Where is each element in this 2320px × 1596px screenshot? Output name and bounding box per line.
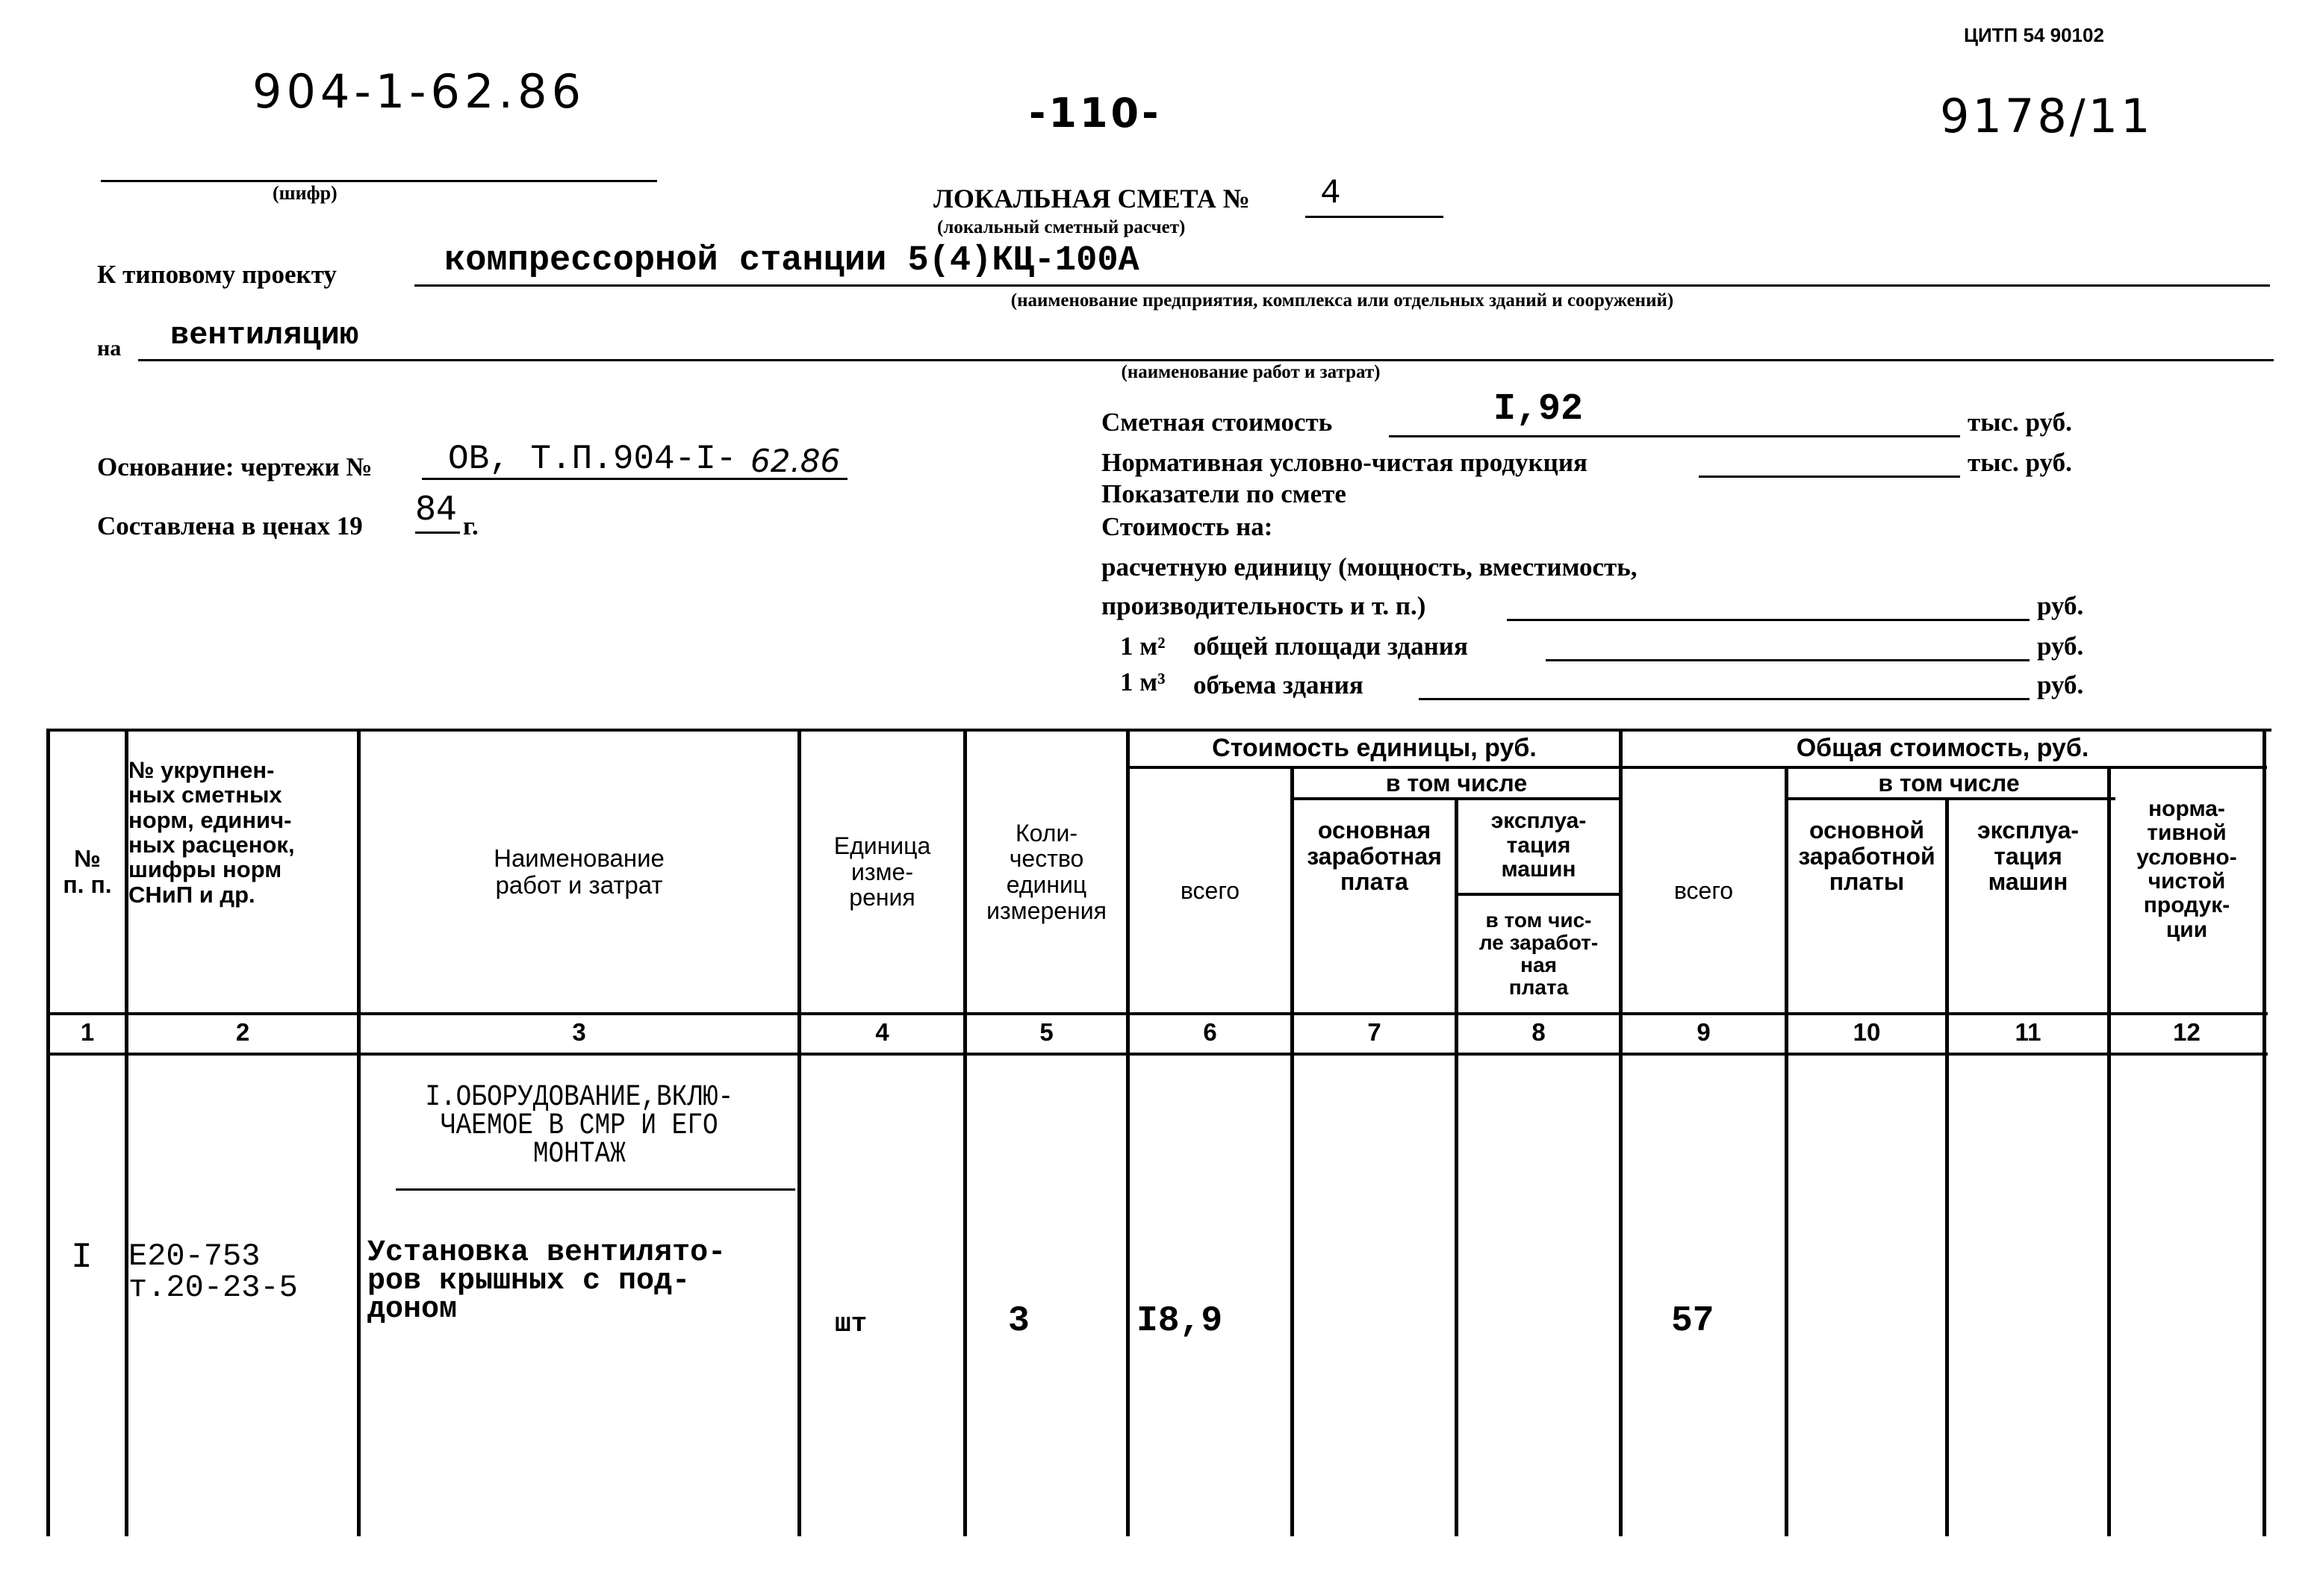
- project-underline: [414, 284, 2270, 287]
- calc-unit-unit: руб.: [2037, 591, 2084, 620]
- cipher-underline: [101, 180, 657, 182]
- column-number: 1: [80, 1018, 95, 1046]
- column-number: 10: [1853, 1018, 1881, 1046]
- calc-unit-line1: расчетную единицу (мощность, вместимость,: [1101, 552, 1638, 582]
- estimate-title: ЛОКАЛЬНАЯ СМЕТА №: [933, 184, 1250, 213]
- header-total-wage: основной заработной платы: [1798, 817, 1935, 896]
- section-title: I.ОБОРУДОВАНИЕ,ВКЛЮ- ЧАЕМОЕ В СМР И ЕГО МОНТАЖ: [425, 1081, 734, 1171]
- volume-label: объема здания: [1193, 670, 1363, 699]
- column-number: 6: [1203, 1018, 1217, 1046]
- cipher-value: 904-1-62.86: [252, 64, 586, 119]
- col-line-12: [2263, 729, 2266, 1536]
- column-number: 2: [235, 1018, 250, 1046]
- header-unit-wage: основная заработная плата: [1307, 817, 1442, 896]
- prices-label: Составлена в ценах 19: [97, 511, 363, 540]
- header-bottom-border: [46, 1012, 2268, 1015]
- header-total-machines: эксплуа- тация машин: [1977, 817, 2080, 896]
- column-number: 8: [1531, 1018, 1546, 1046]
- prices-year-underline: [415, 532, 460, 534]
- row-number: I: [71, 1238, 93, 1278]
- project-label: К типовому проекту: [97, 260, 337, 289]
- header-total-cost-group: Общая стоимость, руб.: [1796, 733, 2089, 762]
- header-total-normative: норма- тивной условно- чистой продук- ции: [2136, 796, 2237, 942]
- column-number: 11: [2015, 1018, 2041, 1046]
- estimate-number: 4: [1320, 174, 1341, 213]
- header-work-name: Наименование работ и затрат: [494, 844, 665, 899]
- calc-unit-line2: производительность и т. п.): [1101, 591, 1426, 620]
- estimated-cost-label: Сметная стоимость: [1101, 408, 1333, 437]
- column-number: 12: [2173, 1018, 2201, 1046]
- header-quantity: Коли- чество единиц измерения: [986, 819, 1107, 924]
- area-underline: [1546, 659, 2030, 661]
- on-label: на: [97, 336, 122, 361]
- area-unit: руб.: [2037, 632, 2084, 661]
- estimated-cost-value: I,92: [1493, 388, 1584, 431]
- project-caption: (наименование предприятия, комплекса или отдельных зданий и сооружений): [1010, 290, 1674, 311]
- row-work-name: Установка вентилято- ров крышных с под- доном: [367, 1236, 727, 1327]
- area-prefix: 1 м²: [1120, 632, 1166, 661]
- basis-label: Основание: чертежи №: [97, 452, 373, 481]
- column-numbers-bottom-border: [46, 1053, 2268, 1056]
- page-number: -110-: [1029, 90, 1162, 137]
- volume-unit: руб.: [2037, 670, 2084, 699]
- prices-year: 84: [415, 490, 457, 528]
- row-quantity: 3: [1008, 1301, 1030, 1341]
- header-row-number: № п. п.: [63, 845, 112, 898]
- column-number: 5: [1039, 1018, 1054, 1046]
- row-total: 57: [1671, 1301, 1714, 1341]
- project-value: компрессорной станции 5(4)КЦ-100А: [444, 241, 1139, 281]
- header-unit-machines: эксплуа- тация машин: [1490, 808, 1587, 882]
- row-norm-code: Е20-753 т.20-23-5: [128, 1238, 298, 1306]
- volume-prefix: 1 м³: [1120, 667, 1166, 696]
- row-unit: шт: [835, 1309, 868, 1339]
- column-number: 4: [875, 1018, 889, 1046]
- estimated-cost-unit: тыс. руб.: [1968, 408, 2072, 437]
- on-underline: [138, 359, 2274, 361]
- column-number: 7: [1367, 1018, 1381, 1046]
- cipher-caption: (шифр): [273, 182, 338, 204]
- section-title-underline: [396, 1188, 795, 1191]
- row-unit-total: I8,9: [1136, 1301, 1223, 1341]
- calc-unit-underline: [1507, 619, 2030, 621]
- column-number: 3: [572, 1018, 586, 1046]
- cost-on-label: Стоимость на:: [1101, 512, 1273, 541]
- prices-suffix: г.: [463, 511, 479, 540]
- header-total: всего: [1673, 876, 1734, 904]
- on-caption: (наименование работ и затрат): [1121, 362, 1381, 382]
- basis-underline: [422, 478, 848, 480]
- estimated-cost-underline: [1389, 435, 1960, 437]
- column-number: 9: [1697, 1018, 1711, 1046]
- normative-label: Нормативная условно-чистая продукция: [1101, 448, 1587, 477]
- sheet-reference: 9178/11: [1940, 89, 2153, 143]
- header-unit-cost-incl: в том числе: [1385, 769, 1528, 797]
- on-value: вентиляцию: [170, 317, 359, 353]
- header-unit-total: всего: [1180, 876, 1240, 904]
- header-unit-cost-group: Стоимость единицы, руб.: [1212, 733, 1537, 762]
- volume-underline: [1419, 698, 2030, 700]
- header-unit: Единица изме- рения: [833, 832, 931, 911]
- normative-unit: тыс. руб.: [1968, 448, 2072, 477]
- indicators-label: Показатели по смете: [1101, 479, 1346, 508]
- normative-underline: [1699, 476, 1960, 478]
- header-unit-machines-wage: в том чис- ле заработ- ная плата: [1478, 908, 1599, 1000]
- header-total-cost-incl: в том числе: [1878, 769, 2020, 797]
- basis-value: ОВ, Т.П.904-I-: [448, 440, 737, 479]
- area-label: общей площади здания: [1193, 632, 1468, 661]
- estimate-number-underline: [1305, 216, 1443, 218]
- header-norm-code: № укрупнен- ных сметных норм, единич- ных расценок, шифры норм СНиП и др.: [128, 756, 295, 908]
- estimate-subtitle: (локальный сметный расчет): [937, 217, 1186, 237]
- basis-value-handwritten: 62.86: [750, 443, 841, 479]
- stamp-code: ЦИТП 54 90102: [1964, 24, 2104, 46]
